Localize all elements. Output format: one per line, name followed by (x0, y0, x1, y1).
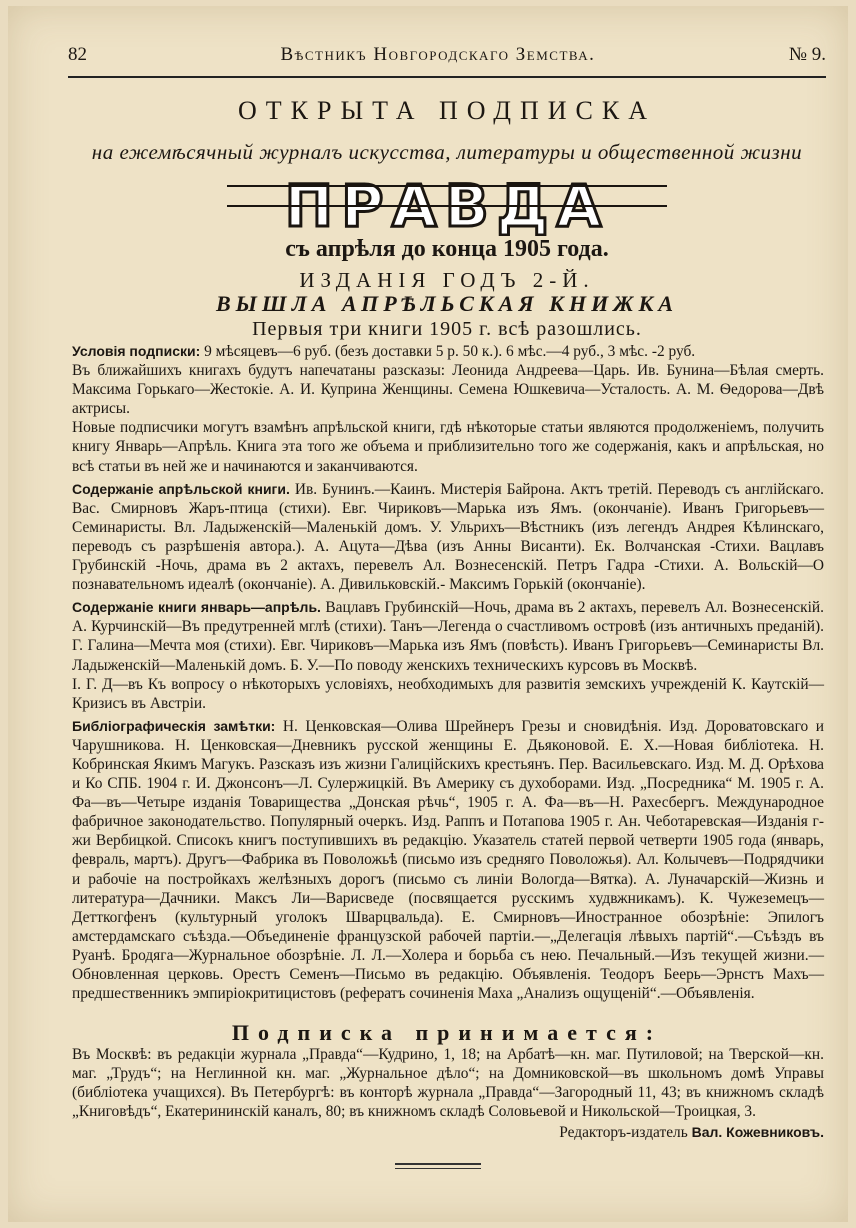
conditions-label: Условія подписки: (72, 343, 201, 359)
conditions-text: 9 мѣсяцевъ—6 руб. (безъ доставки 5 р. 50 к.). 6 мѣс.—4 руб., 3 мѣс. -2 руб. (204, 343, 696, 360)
subscription-section (72, 1045, 824, 1142)
subscription-heading: Подписка принимается: (231, 1020, 663, 1045)
editor-label: Редакторъ-издатель (559, 1124, 688, 1142)
page-number: 82 (68, 44, 87, 65)
subscription-period: съ апрѣля до конца 1905 года. (285, 236, 609, 262)
year-of-issue: ИЗДАНІЯ ГОДЪ 2-Й. (299, 268, 595, 292)
closing-rule (395, 1163, 481, 1169)
new-subscribers-paragraph: Новые подписчики могутъ взамѣнъ апрѣльской книги, гдѣ нѣкоторые статьи являются продолженіемъ, получить книгу Январь—Апрѣль. Книга эта того же объема и приблизительно того же содержанія, какъ и апрѣльская, но всѣ статьи въ ней же и начинаются и заканчиваются. (72, 419, 824, 475)
masthead-text: ПРАВДА (284, 174, 610, 236)
editor-name: Вал. Кожевниковъ. (691, 1124, 824, 1141)
bibliography-text: Н. Ценковская—Олива Шрейнеръ Грезы и сновидѣнія. Изд. Дороватовскаго и Чарушникова. Н. Ценковская—Дневникъ русской женщины Е. Дьяконовой. Е. Х.—Новая библіотека. Н. Кобринская Якимъ Магукъ. Разсказъ изъ жизни Галиційскихъ крестьянъ. Пер. Васильевскаго. Изд. М. Д. Орѣхова и Ко СПБ. 1904 г. И. Джонсонъ—Л. Сулержицкій. Въ Америку съ духоборами. Изд. „Посредника“ М. 1905 г. А. Фа—въ—Четыре изданія Товарищества „Донская рѣчь“, 1905 г. А. Фа—въ—Н. Рахесбергъ. Международное фабричное законодательство. Популярный очеркъ. Изд. Раппъ и Потапова 1905 г. Ан. Чеботаревская—Изданія г-жи Вербицкой. Списокъ книгъ поступившихъ въ редакцію. Указатель статей первой четверти 1905 года (январь, февраль, мартъ). Другъ—Фабрика въ Поволожьѣ (письмо изъ средняго Поволожья). Ал. Колычевъ—Подрядчики и рабочіе на постройкахъ желѣзныхъ дорогъ (письмо съ линіи Вологда—Вятка). А. Луначарскій—Жизнь и литература—Дачники. Максъ Ли—Варисведе (посвящается русскимъ худвжникамъ). К. Чужеземецъ—Детткогфенъ (культурный уголокъ Шварцвальда). Е. Смирновъ—Иностранное обозрѣніе: Эпилогъ амстердамскаго съѣзда.—Объединеніе французской рабочей партіи.—„Делегація лѣвыхъ партій“.—Съѣздъ въ Руанѣ. Бродяга—Журнальное обозрѣніе. Л. Л.—Холера и борьба съ нею. Печальный.—Изъ текущей жизни.—Обновленная церковь. Орестъ Семенъ—Письмо въ редакцію. Объявленія. Теодоръ Беерь—Эрнстъ Махъ—предшественникъ эмпиріокритицистовъ (рефератъ сочиненія Маха „Анализъ ощущеній“.—Объявленія. (72, 717, 824, 1003)
issue-number: № 9. (788, 44, 826, 65)
journal-subtitle: на ежемѣсячный журналъ искусства, литературы и общественной жизни (91, 140, 803, 164)
bibliography-label: Библіографическія замѣтки: (72, 717, 276, 734)
editor-line (72, 1123, 824, 1142)
sold-out-note: Первыя три книги 1905 г. всѣ разошлись. (252, 318, 642, 340)
jan-apr-contents-label: Содержаніе книги январь—апрѣль. (72, 599, 321, 616)
running-header (68, 44, 826, 74)
bibliography-paragraph (72, 717, 824, 1003)
jan-apr-contents-text: Вацлавъ Грубинскій—Ночь, драма въ 2 актахъ, перевелъ Ал. Вознесенскій. А. Курчинскій—Въ предутренней мглѣ (стихи). Танъ—Легенда о счастливомъ островѣ (изъ античныхъ преданій). Г. Галина—Мечта моя (стихи). Евг. Чириковъ—Марька изъ Ямъ (повѣсть). Иванъ Григорьевъ—Семинаристы Вл. Ладыженскій—Маленькій домъ. Б. У.—По поводу женскихъ техническихъ курсовъ въ Москвѣ. (72, 599, 824, 674)
jan-apr-contents-paragraph (72, 598, 824, 674)
issue-announcement: ВЫШЛА АПРѢЛЬСКАЯ КНИЖКА (215, 291, 679, 316)
announcement-body (72, 342, 824, 1003)
masthead-logo (217, 174, 677, 236)
conditions-paragraph (72, 342, 824, 361)
april-contents-paragraph (72, 480, 824, 595)
subscription-text: Въ Москвѣ: въ редакціи журнала „Правда“—Кудрино, 1, 18; на Арбатѣ—кн. маг. Путиловой; на Тверской—кн. маг. „Трудъ“; на Неглинной кн. маг. „Журнальное дѣло“; на Домниковской—въ школьномъ домѣ Управы (библіотека учащихся). Въ Петербургѣ: въ конторѣ журнала „Правда“—Загородный 11, 43; въ книжномъ складѣ „Книговѣдъ“, Екатерининскій каналъ, 80; въ книжномъ складѣ Соловьевой и Никольской—Троицкая, 3. (72, 1046, 824, 1121)
announcement-heading: ОТКРЫТА ПОДПИСКА (237, 96, 656, 125)
masthead (68, 174, 826, 236)
jan-apr-contents-continued: I. Г. Д—въ Къ вопросу о нѣкоторыхъ условіяхъ, необходимыхъ для развитія земскихъ учрежденій К. Каутскій—Кризисъ въ Австріи. (72, 675, 824, 712)
journal-title: Вѣстникъ Новгородскаго Земства. (280, 44, 596, 65)
april-contents-text: Ив. Бунинъ.—Каинъ. Мистерія Байрона. Актъ третій. Переводъ съ англійскаго. Вас. Смирновъ Жаръ-птица (стихи). Евг. Чириковъ—Марька изъ Ямъ. (окончаніе). Иванъ Григорьевъ—Семинаристы. Вл. Ладыженскій—Маленькій домъ. У. Ульрихъ—Вѣстникъ (изъ легендъ Андрея Кѣлинскаго, переводъ съ разрѣшенія автора.). А. Ацута—Дѣва (изъ Анны Висанти). Ек. Волчанская -Стихи. Вацлавъ Грубинскій -Ночь, драма въ 2 актахъ, перевелъ Ал. Вознесенскій. Петръ Гадра -Стихи. А. Вольскій—О познавательномъ идеалѣ (окончаніе). А. Дивильковскій.- Максимъ Горькій (окончаніе). (72, 480, 824, 594)
april-contents-label: Содержаніе апрѣльской книги. (72, 480, 290, 497)
next-books-paragraph: Въ ближайшихъ книгахъ будутъ напечатаны разсказы: Леонида Андреева—Царь. Ив. Бунина—Бѣлая смерть. Максима Горькаго—Жестокіе. А. И. Куприна Женщины. Семена Юшкевича—Усталость. А. М. Ѳедорова—Двѣ актрисы. (72, 362, 824, 418)
header-rule (68, 76, 826, 78)
